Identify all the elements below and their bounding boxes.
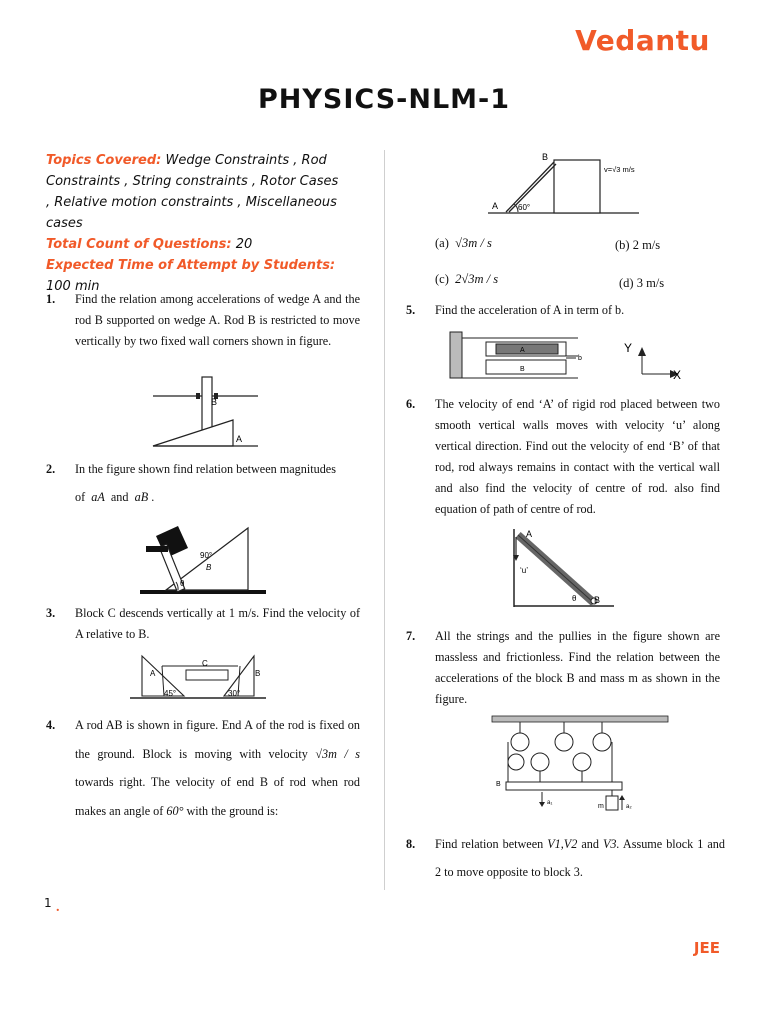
question-number: 1. <box>46 292 56 306</box>
footer-dot: . <box>56 900 60 915</box>
question-text: Block C descends vertically at 1 m/s. Find the velocity of A relative to B. <box>75 606 360 641</box>
label-a: A <box>526 529 533 539</box>
label-b: B <box>542 152 549 162</box>
question-text: All the strings and the pullies in the figure shown are massless and frictionless. Find the relation between the accelerations of the block B and mass m as shown in the figure. <box>435 629 720 706</box>
question-text: In the figure shown find relation between magnitudes <box>75 462 336 476</box>
brand-logo: Vedantu <box>575 24 710 57</box>
axis-y: Y <box>624 341 633 355</box>
time-value: 100 min <box>46 279 100 294</box>
option-a <box>435 236 492 251</box>
figure-pulley-system <box>490 714 670 814</box>
label-u: ‘u’ <box>520 566 529 575</box>
question-text: A rod AB is shown in figure. End A of the rod is fixed on the ground. Block is moving with velocity <box>75 718 360 761</box>
time-label: Expected Time of Attempt by Students: <box>46 258 336 273</box>
question-number: 6. <box>406 397 416 411</box>
question-text: Find the acceleration of A in term of b. <box>435 303 625 317</box>
option-d: (d) 3 m/s <box>619 276 665 290</box>
label-small-b: b <box>578 355 582 362</box>
symbol-aB: aB <box>134 490 149 504</box>
question-6 <box>406 394 720 520</box>
option-a-value: √3m / s <box>455 236 492 250</box>
figure-pulley-blocks <box>128 652 268 702</box>
question-text-period: . <box>151 490 155 504</box>
question-number: 8. <box>406 837 416 851</box>
label-a1: a₁ <box>547 800 553 806</box>
label-a: A <box>150 669 156 678</box>
label-b: B <box>594 595 601 605</box>
label-b: B <box>520 366 525 373</box>
question-3 <box>46 603 360 645</box>
label-a: A <box>236 434 243 444</box>
question-text: The velocity of end ‘A’ of rigid rod placed between two smooth vertical walls moves with velocity ‘u’ along vertical direction. Find out the velocity of end ‘B’ of that rod, rod always remains in contact with the vertical wall and also find the velocity of centre of rod. also find equation of path of centre of rod. <box>435 397 720 516</box>
figure-wedge-rod <box>148 375 263 450</box>
label-b: B <box>255 669 261 678</box>
exam-tag: JEE <box>693 939 720 957</box>
option-b: (b) 2 m/s <box>615 238 661 252</box>
question-text-of: of <box>75 490 86 504</box>
question-2 <box>46 459 360 514</box>
question-number: 4. <box>46 718 56 732</box>
question-text: Find relation between <box>435 837 544 851</box>
label-angle: 90° <box>200 551 213 560</box>
question-text: Find the relation among accelerations of wedge A and the rod B supported on wedge A. Rod B is restricted to move vertically by two fixed wall corners shown in figure. <box>75 292 360 348</box>
question-number: 3. <box>46 606 56 620</box>
label-b: B <box>496 781 501 788</box>
label-a: A <box>520 347 525 354</box>
angle-left: 45° <box>164 689 177 698</box>
label-b: B <box>211 397 218 407</box>
question-1 <box>46 289 360 352</box>
option-a-label: (a) <box>435 236 449 250</box>
question-text-and: and <box>110 490 129 504</box>
page-title: PHYSICS-NLM-1 <box>257 84 511 115</box>
angle-right: 30° <box>228 689 241 698</box>
label-a2: a₂ <box>626 804 632 810</box>
topics-value: Wedge Constraints , Rod Constraints , String constraints , Rotor Cases , Relative motion constraints , Miscellaneous cases <box>46 153 339 231</box>
question-5 <box>406 300 725 321</box>
figure-incline-block <box>138 520 268 600</box>
angle-value: 60° <box>166 803 184 818</box>
question-text-and: and <box>581 837 599 851</box>
label-m: m <box>598 803 604 810</box>
question-text-end: with the ground is: <box>186 803 279 818</box>
count-label: Total Count of Questions: <box>46 237 232 252</box>
column-divider <box>384 150 385 890</box>
option-c <box>435 272 498 287</box>
label-theta: θ <box>572 594 577 603</box>
question-number: 7. <box>406 629 416 643</box>
question-number: 5. <box>406 303 416 317</box>
question-number: 2. <box>46 462 56 476</box>
label-theta: θ <box>180 579 185 588</box>
figure-rod-block <box>484 152 644 218</box>
question-text-cont: towards right. The velocity of end B of rod when rod makes an angle of <box>75 775 360 818</box>
topics-label: Topics Covered <box>46 153 157 168</box>
question-8 <box>406 830 725 886</box>
label-angle: 60° <box>518 203 531 212</box>
meta-block: Topics Covered: Wedge Constraints , Rod Constraints , String constraints , Rotor Cases , Relative motion constraints , Miscellaneous cases Total Count of Questions: 20 Expected Time of Attempt by Students: 100 min <box>46 153 339 294</box>
symbol-aA: aA <box>91 490 105 504</box>
symbol-v1v2: V1,V2 <box>547 837 578 851</box>
option-c-label: (c) <box>435 272 449 286</box>
label-a: A <box>492 201 499 211</box>
question-4 <box>46 711 361 825</box>
page-number: 1 <box>44 896 52 910</box>
axis-x: X <box>673 368 682 382</box>
label-b: B <box>206 563 212 572</box>
symbol-v3: V3. <box>602 837 620 851</box>
label-velocity: v=√3 m/s <box>604 165 635 174</box>
question-7 <box>406 626 720 710</box>
label-c: C <box>202 659 208 668</box>
question-text-end: Assume block 1 and 2 to move opposite to block 3. <box>435 837 725 879</box>
figure-block-b <box>448 330 693 382</box>
velocity-value: √3m / s <box>315 746 361 761</box>
option-c-value: 2√3m / s <box>455 272 499 286</box>
count-value: 20 <box>235 237 253 252</box>
figure-sliding-rod <box>508 527 618 609</box>
